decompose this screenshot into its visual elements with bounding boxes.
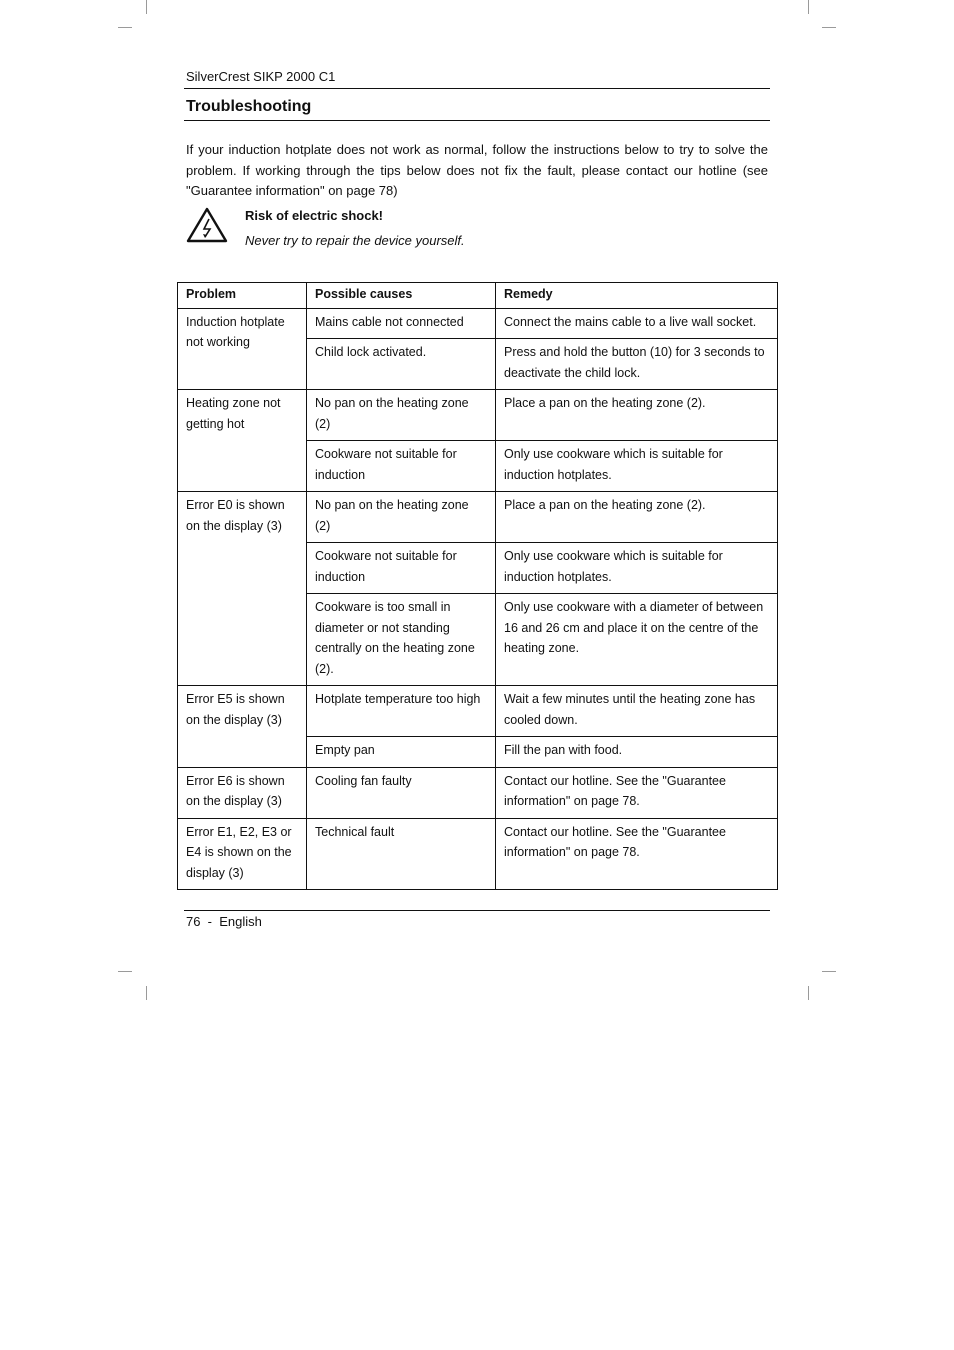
cause-cell: Cookware is too small in diameter or not standing centrally on the heating zone (2). [307, 594, 496, 686]
column-header-causes: Possible causes [307, 283, 496, 309]
problem-cell: Heating zone not getting hot [178, 390, 307, 492]
section-title: Troubleshooting [186, 98, 312, 115]
electric-shock-warning-icon [186, 207, 228, 243]
crop-mark [808, 986, 809, 1000]
problem-cell: Error E1, E2, E3 or E4 is shown on the display (3) [178, 818, 307, 890]
table-row [178, 686, 778, 737]
cause-cell: No pan on the heating zone (2) [307, 390, 496, 441]
cause-cell: Hotplate temperature too high [307, 686, 496, 737]
problem-cell: Error E0 is shown on the display (3) [178, 492, 307, 686]
table-row [178, 492, 778, 543]
crop-mark [822, 27, 836, 28]
remedy-cell: Press and hold the button (10) for 3 seconds to deactivate the child lock. [496, 339, 778, 390]
troubleshooting-table [177, 282, 778, 890]
crop-mark [146, 0, 147, 14]
remedy-cell: Only use cookware which is suitable for induction hotplates. [496, 441, 778, 492]
problem-cell: Induction hotplate not working [178, 308, 307, 390]
remedy-cell: Connect the mains cable to a live wall socket. [496, 308, 778, 339]
table-row [178, 390, 778, 441]
table-row [178, 818, 778, 890]
problem-cell: Error E5 is shown on the display (3) [178, 686, 307, 768]
title-rule [184, 120, 770, 121]
cause-cell: Mains cable not connected [307, 308, 496, 339]
intro-paragraph: If your induction hotplate does not work as normal, follow the instructions below to try to solve the problem. If working through the tips below does not fix the fault, please contact our hotline (see "Guarantee information" on page 78) [186, 142, 768, 198]
crop-mark [822, 971, 836, 972]
warning-title: Risk of electric shock! [245, 208, 383, 223]
running-header: SilverCrest SIKP 2000 C1 [186, 69, 336, 84]
table-row [178, 767, 778, 818]
remedy-cell: Only use cookware with a diameter of between 16 and 26 cm and place it on the centre of the heating zone. [496, 594, 778, 686]
cause-cell: Cookware not suitable for induction [307, 441, 496, 492]
footer-rule [184, 910, 770, 911]
table-header-row [178, 283, 778, 309]
cause-cell: Child lock activated. [307, 339, 496, 390]
column-header-remedy: Remedy [496, 283, 778, 309]
remedy-cell: Contact our hotline. See the "Guarantee information" on page 78. [496, 767, 778, 818]
page-footer: 76 - English [186, 914, 262, 929]
cause-cell: No pan on the heating zone (2) [307, 492, 496, 543]
cause-cell: Technical fault [307, 818, 496, 890]
remedy-cell: Contact our hotline. See the "Guarantee information" on page 78. [496, 818, 778, 890]
remedy-cell: Wait a few minutes until the heating zone has cooled down. [496, 686, 778, 737]
header-rule [184, 88, 770, 89]
cause-cell: Cooling fan faulty [307, 767, 496, 818]
cause-cell: Cookware not suitable for induction [307, 543, 496, 594]
crop-mark [808, 0, 809, 14]
table-row [178, 308, 778, 339]
column-header-problem: Problem [178, 283, 307, 309]
remedy-cell: Only use cookware which is suitable for induction hotplates. [496, 543, 778, 594]
remedy-cell: Fill the pan with food. [496, 737, 778, 768]
cause-cell: Empty pan [307, 737, 496, 768]
crop-mark [146, 986, 147, 1000]
crop-mark [118, 27, 132, 28]
remedy-cell: Place a pan on the heating zone (2). [496, 492, 778, 543]
crop-mark [118, 971, 132, 972]
remedy-cell: Place a pan on the heating zone (2). [496, 390, 778, 441]
warning-text: Never try to repair the device yourself. [245, 233, 465, 248]
problem-cell: Error E6 is shown on the display (3) [178, 767, 307, 818]
